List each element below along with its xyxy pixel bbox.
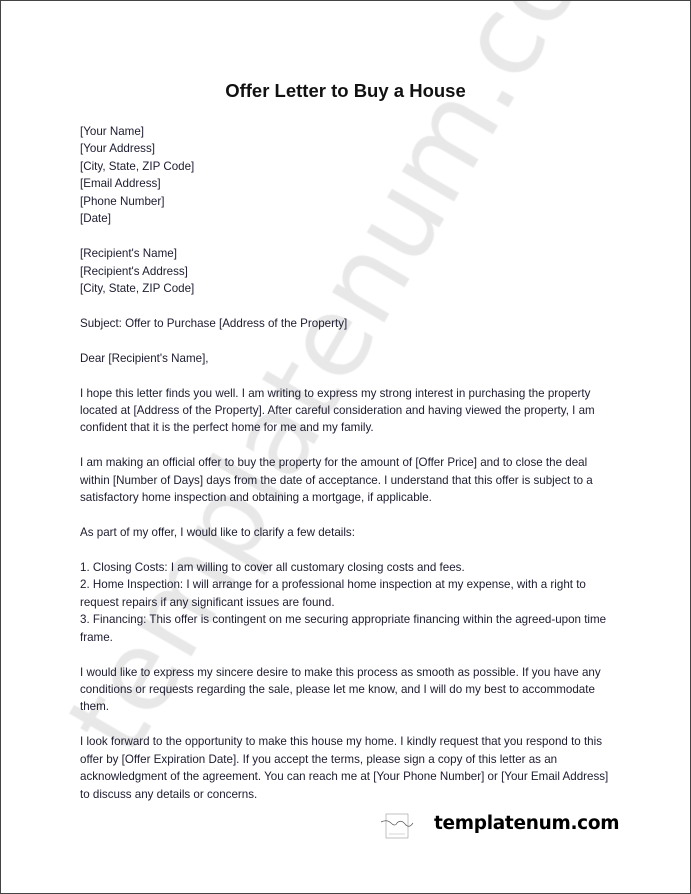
paragraph-line: I hope this letter finds you well. I am writing to express my strong interest in purchasing the property bbox=[80, 386, 591, 400]
document-title: Offer Letter to Buy a House bbox=[225, 80, 466, 101]
sender-line: [City, State, ZIP Code] bbox=[80, 159, 195, 173]
recipient-line: [Recipient's Address] bbox=[80, 264, 188, 278]
paragraph-line: I look forward to the opportunity to make this house my home. I kindly request that you respond to this bbox=[80, 735, 602, 749]
sender-line: [Email Address] bbox=[80, 177, 161, 191]
salutation: Dear [Recipient's Name], bbox=[80, 351, 209, 365]
list-item: 2. Home Inspection: I will arrange for a professional home inspection at my expense, with a right to bbox=[80, 578, 586, 592]
footer-site-name: templatenum.com bbox=[434, 813, 620, 834]
paragraph-line: I would like to express my sincere desire to make this process as smooth as possible. If you have any bbox=[80, 665, 601, 679]
paragraph-line: to discuss any details or concerns. bbox=[80, 787, 258, 801]
paragraph-line: located at [Address of the Property]. After careful consideration and having viewed the property, I am bbox=[80, 404, 595, 417]
paragraph-line: conditions or requests regarding the sale, please let me know, and I will do my best to accommodate bbox=[80, 683, 595, 696]
list-item: 1. Closing Costs: I am willing to cover all customary closing costs and fees. bbox=[80, 560, 465, 574]
sender-line: [Phone Number] bbox=[80, 194, 165, 208]
paragraph-line: acknowledgment of the agreement. You can reach me at [Your Phone Number] or [Your Email Address] bbox=[80, 770, 609, 784]
paragraph-line: them. bbox=[80, 700, 109, 714]
sender-line: [Your Address] bbox=[80, 142, 155, 156]
paragraph-line: As part of my offer, I would like to clarify a few details: bbox=[80, 526, 355, 540]
recipient-line: [Recipient's Name] bbox=[80, 247, 177, 261]
paragraph-line: I am making an official offer to buy the property for the amount of [Offer Price] and to close the deal bbox=[80, 456, 588, 470]
list-item: 3. Financing: This offer is contingent on me securing appropriate financing within the agreed-upon time bbox=[80, 613, 607, 627]
list-item: frame. bbox=[80, 630, 113, 644]
paragraph-line: offer by [Offer Expiration Date]. If you accept the terms, please sign a copy of this letter as an bbox=[80, 752, 558, 766]
list-item: request repairs if any significant issues are found. bbox=[80, 595, 335, 609]
template-num-logo bbox=[379, 813, 415, 839]
paragraph-line: satisfactory home inspection and obtaining a mortgage, if applicable. bbox=[80, 491, 432, 505]
paragraph-line: within [Number of Days] days from the date of acceptance. I understand that this offer is subject to a bbox=[80, 473, 593, 487]
sender-line: [Date] bbox=[80, 212, 111, 226]
sender-line: [Your Name] bbox=[80, 125, 145, 138]
subject-line: Subject: Offer to Purchase [Address of the Property] bbox=[80, 316, 348, 330]
letter-body bbox=[80, 123, 660, 803]
paragraph-line: confident that it is the perfect home for me and my family. bbox=[80, 421, 374, 435]
recipient-line: [City, State, ZIP Code] bbox=[80, 281, 195, 295]
